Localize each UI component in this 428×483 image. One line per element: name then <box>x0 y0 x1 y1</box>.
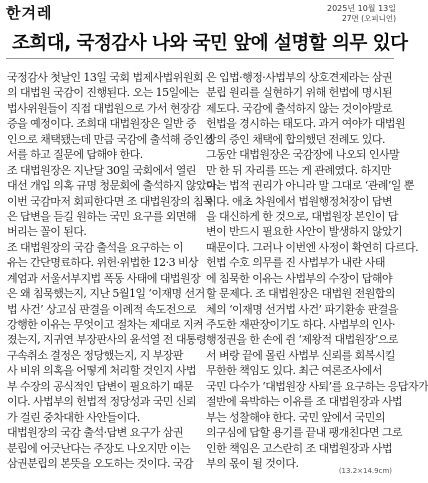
article-text-line: 체의 ‘이재명 선거법 사건’ 파기환송 판결을 <box>206 302 398 316</box>
article-text-line: 부의 몫이 될 것이다. <box>206 456 299 470</box>
article-text-line: 을 대신하게 한 것으로, 대법원장 본인이 답 <box>206 209 398 223</box>
article-text-line: 에 침묵한 이유는 사법부의 수장이 답해야 <box>206 271 393 285</box>
article-text-line: 행정권을 한 손에 쥔 ‘제왕적 대법원장’으로 <box>206 333 398 347</box>
article-text-line: 법 사건’ 상고심 판결을 이례적 속도전으로 <box>7 302 196 316</box>
clipping-size-note: (13.2×14.9cm) <box>338 467 392 475</box>
article-text-line: 강행한 이유는 무엇이고 절차는 제대로 지켜 <box>7 318 204 331</box>
publication-date: 2025년 10월 13일 <box>327 4 396 13</box>
article-text-line: 그동안 대법원장은 국감장에 나오되 인사말 <box>206 148 400 162</box>
article-text-line: 장의 증인 채택에 합의했던 전례도 있다. <box>206 132 385 146</box>
article-text-line: 주도한 재판장이기도 하다. 사법부의 인사· <box>206 318 395 331</box>
article-text-line: 부는 성찰해야 한다. 국민 앞에서 국민의 <box>206 410 385 424</box>
article-text-line: 은 답변을 듣길 원하는 국민 요구를 외면해 <box>7 209 196 223</box>
article-text-line: 서 벼랑 끝에 몰린 사법부 신뢰를 회복시킬 <box>206 348 395 362</box>
article-text-line: 이는 법적 권리가 아니라 말 그대로 ‘관례’일 뿐 <box>206 179 414 193</box>
article-text-line: 증을 예정이다. 조희대 대법원장은 일반 증 <box>7 117 196 131</box>
article-headline: 조희대, 국정감사 나와 국민 앞에 설명할 의무 있다 <box>12 33 408 54</box>
page-info: 27면 (오피니언) <box>341 14 396 23</box>
article-text-line: 대법원장의 국감 출석·답변 요구가 삼권 <box>7 426 183 440</box>
article-text-line: 대선 개입 의혹 규명 청문회에 출석하지 않았다. <box>7 179 220 193</box>
article-text-line: 조 대법원장의 국감 출석을 요구하는 이 <box>7 240 183 254</box>
article-text-line: 헌법을 경시하는 태도다. 과거 여야가 대법원 <box>206 117 406 131</box>
article-text-line: 국민 다수가 ‘대법원장 사퇴’를 요구하는 응답자가 <box>206 379 428 393</box>
article-text-line: 헌법 수호 의무를 진 사법부가 내란 사태 <box>206 256 385 270</box>
article-text-line: 이번 국감마저 회피한다면 조 대법원장의 침묵 <box>7 194 214 208</box>
article-text-line: 이다. 애초 차원에서 법원행정처장이 답변 <box>206 194 393 208</box>
article-text-line: 인으로 채택됐는데 만큼 국감에 출석해 증인선 <box>7 132 214 146</box>
article-text-line: 만 한 뒤 자리를 뜨는 게 관례였다. 하지만 <box>206 163 391 177</box>
article-text-line: 부 수장의 공식적인 답변이 필요하기 때문 <box>7 379 194 393</box>
article-text-line: 계엄과 서울서부지법 폭동 사태에 대법원장 <box>7 271 201 285</box>
article-text-line: 서를 하고 질문에 답해야 한다. <box>7 148 143 162</box>
article-text-line: 분립에 어긋난다는 주장도 나오지만 이는 <box>7 441 191 455</box>
article-text-line: 법사위원들이 직접 대법원으로 가서 현장감 <box>7 101 201 115</box>
article-text-line: 버리는 꼴이 된다. <box>7 225 87 239</box>
article-text-line: 변이 반드시 필요한 사안이 발생하지 않았기 <box>206 225 403 239</box>
article-text-line: 이다. 사법부의 헌법적 정당성과 국민 신뢰 <box>7 395 196 409</box>
headline-divider <box>6 58 394 59</box>
article-text-line: 은 입법·행정·사법부의 상호견제라는 삼권 <box>206 71 393 84</box>
article-text-line: 유는 간단명료하다. 위헌·위법한 12·3 비상 <box>7 256 199 270</box>
article-text-line: 의 대법원 국감이 진행된다. 오는 15일에는 <box>7 86 199 100</box>
article-text-line: 삼권분립의 본뜻을 오도하는 것이다. 국감 <box>7 456 194 470</box>
article-text-line: 졌는지, 지귀연 부장판사의 윤석열 전 대통령 <box>7 333 207 347</box>
article-text-line: 분립 원리를 실현하기 위해 헌법에 명시된 <box>206 86 393 100</box>
article-text-line: 은 왜 침묵했는지, 지난 5월1일 ‘이재명 선거 <box>7 287 205 301</box>
article-text-line: 할 문제다. 조 대법원장은 대법원 전원합의 <box>206 287 395 301</box>
article-text-line: 의구심에 답할 용기를 끝내 팽개친다면 그로 <box>206 426 403 440</box>
newspaper-logo: 한겨레 <box>6 4 53 22</box>
article-column-left <box>7 70 220 471</box>
article-text-line: 무한한 책임도 있다. 최근 여론조사에서 <box>206 364 382 378</box>
masthead <box>6 2 396 23</box>
article-text-line: 때문이다. 그러나 이번엔 사정이 확연히 다르다. <box>206 240 419 254</box>
article-text-line: 제도다. 국감에 출석하지 않는 것이야말로 <box>206 101 393 115</box>
article-text-line: 국정감사 첫날인 13일 국회 법제사법위원회 <box>7 71 203 84</box>
article-text-line: 조 대법원장은 지난달 30일 국회에서 열린 <box>7 163 196 177</box>
article-text-line: 구속취소 결정은 정당했는지, 지 부장판 <box>7 348 183 362</box>
article-text-line: 인한 책임은 고스란히 조 대법원장과 사법 <box>206 441 393 455</box>
article-text-line: 사 비위 의혹을 어떻게 처리할 것인지 사법 <box>7 364 196 378</box>
article-text-line: 절반에 육박하는 이유를 조 대법원장과 사법 <box>206 395 403 409</box>
article-text-line: 가 걸린 중차대한 사안들이다. <box>7 410 140 424</box>
